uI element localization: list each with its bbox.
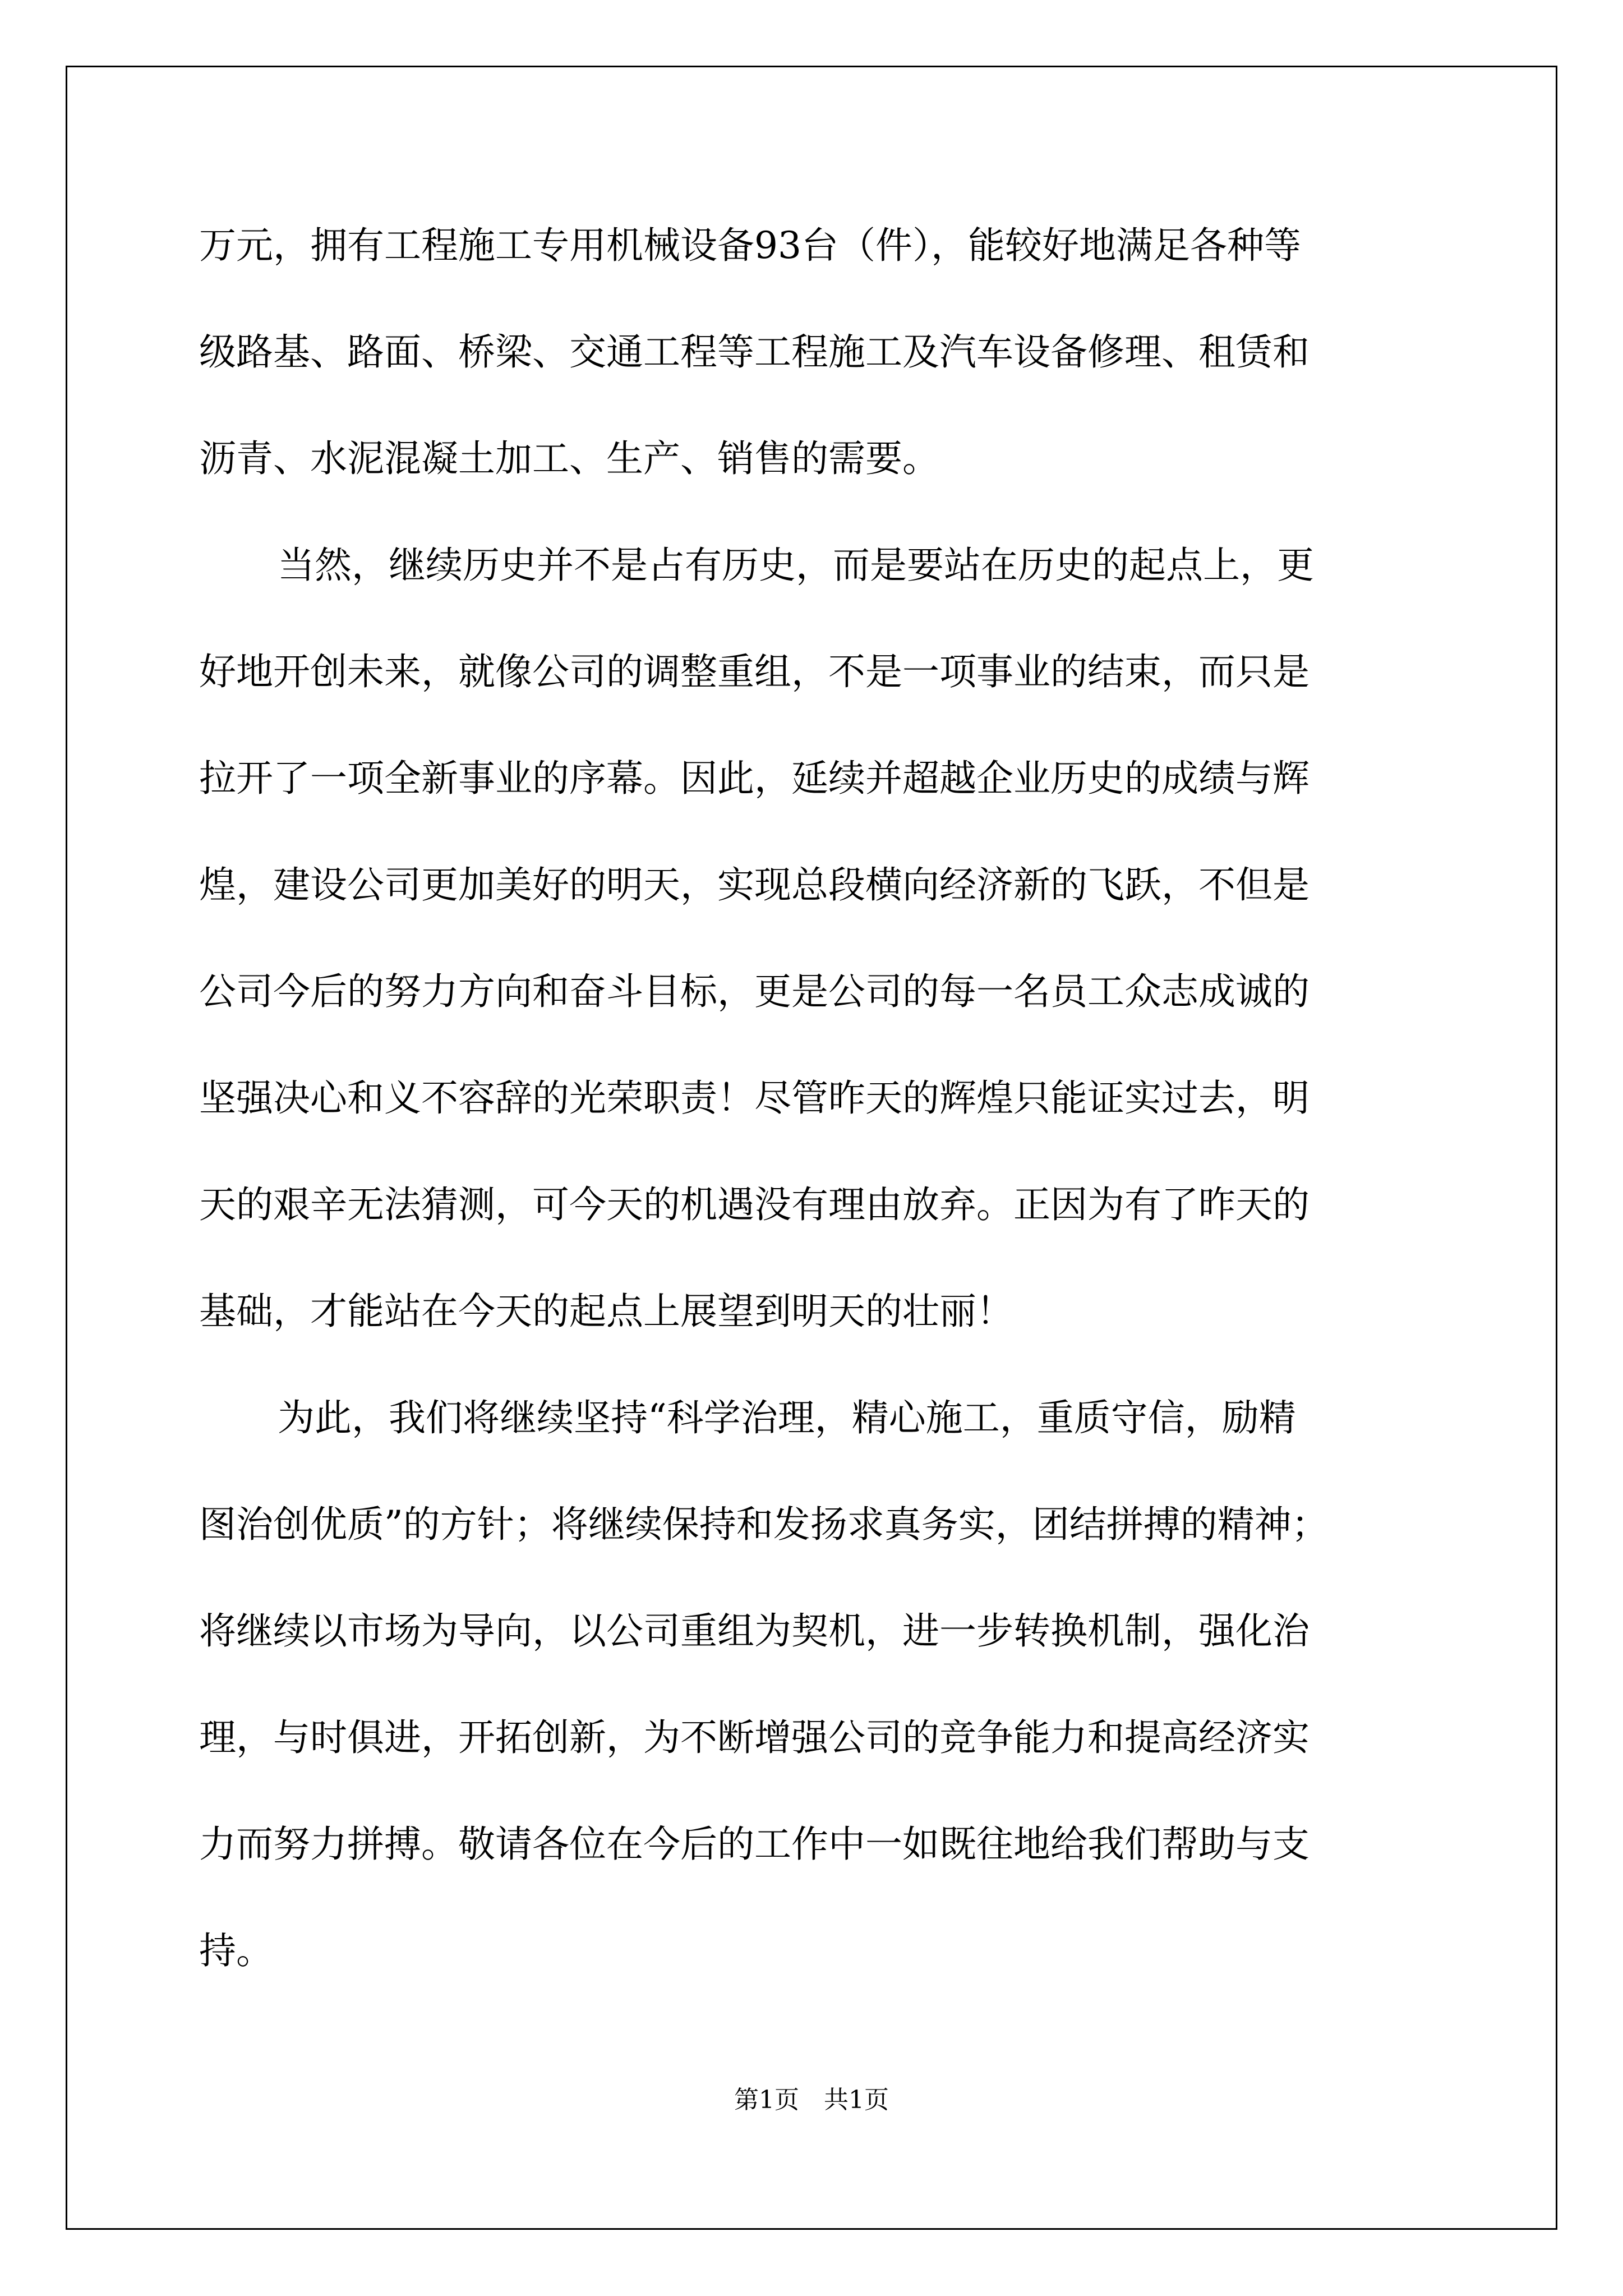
text-line: 公司今后的努力方向和奋斗目标，更是公司的每一名员工众志成诚的 bbox=[199, 970, 1310, 1013]
text-line: 拉开了一项全新事业的序幕。因此，延续并超越企业历史的成绩与辉 bbox=[199, 757, 1310, 800]
text-line: 坚强决心和义不容辞的光荣职责！尽管昨天的辉煌只能证实过去，明 bbox=[199, 1076, 1310, 1120]
paragraph-first-line: 当然，继续历史并不是占有历史，而是要站在历史的起点上，更 bbox=[278, 544, 1314, 587]
text-line: 沥青、水泥混凝土加工、生产、销售的需要。 bbox=[199, 437, 939, 480]
text-line: 将继续以市场为导向，以公司重组为契机，进一步转换机制，强化治 bbox=[199, 1609, 1310, 1653]
text-line: 万元，拥有工程施工专用机械设备93台（件），能较好地满足各种等 bbox=[199, 224, 1301, 267]
text-line: 力而努力拼搏。敬请各位在今后的工作中一如既往地给我们帮助与支 bbox=[199, 1823, 1310, 1866]
text-line: 煌，建设公司更加美好的明天，实现总段横向经济新的飞跃，不但是 bbox=[199, 863, 1310, 907]
text-line: 基础，才能站在今天的起点上展望到明天的壮丽！ bbox=[199, 1290, 1013, 1333]
page-border bbox=[66, 66, 1557, 2230]
text-line: 好地开创未来，就像公司的调整重组，不是一项事业的结束，而只是 bbox=[199, 650, 1310, 693]
text-line: 级路基、路面、桥梁、交通工程等工程施工及汽车设备修理、租赁和 bbox=[199, 330, 1310, 374]
text-line: 持。 bbox=[199, 1929, 273, 1972]
page-footer: 第1页 共1页 bbox=[734, 2086, 889, 2114]
text-line: 天的艰辛无法猜测，可今天的机遇没有理由放弃。正因为有了昨天的 bbox=[199, 1183, 1310, 1226]
text-line: 理，与时俱进，开拓创新，为不断增强公司的竞争能力和提高经济实 bbox=[199, 1716, 1310, 1759]
paragraph-first-line: 为此，我们将继续坚持“科学治理，精心施工，重质守信，励精 bbox=[278, 1396, 1296, 1439]
text-line: 图治创优质”的方针；将继续保持和发扬求真务实，团结拼搏的精神； bbox=[199, 1503, 1329, 1546]
